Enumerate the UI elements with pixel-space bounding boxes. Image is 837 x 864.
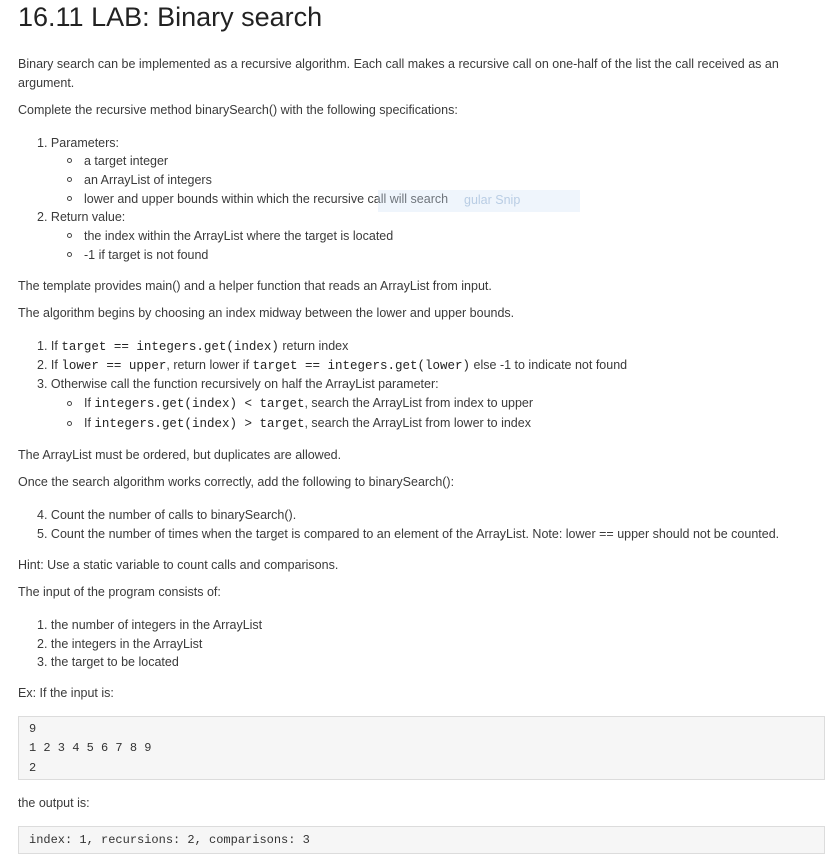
return-item: the index within the ArrayList where the target is located (84, 229, 394, 243)
step-text: , search the ArrayList from lower to index (304, 416, 531, 430)
step-number: 2. (37, 358, 48, 372)
inline-code: target == integers.get(lower) (252, 359, 471, 373)
step-number: 3. (37, 377, 48, 391)
param-item: a target integer (84, 154, 169, 168)
example-output-block (18, 826, 825, 854)
step-item (37, 375, 439, 393)
rectangular-snip-overlay (378, 190, 580, 212)
spec-label: Return value: (50, 210, 126, 224)
code-line: 1 2 3 4 5 6 7 8 9 (29, 741, 152, 755)
bullet-icon (67, 252, 72, 257)
step-text: the target to be located (50, 655, 179, 669)
bullet-icon (67, 401, 72, 406)
step-text: If (50, 358, 62, 372)
spec-number: 2. (37, 210, 48, 224)
code-line: index: 1, recursions: 2, comparisons: 3 (29, 833, 310, 847)
bullet-icon (67, 177, 72, 182)
spec-number: 1. (37, 136, 48, 150)
template-paragraph: The template provides main() and a helper function that reads an ArrayList from input. (18, 279, 492, 293)
spec-label: Parameters: (50, 136, 120, 150)
bullet-icon (67, 196, 72, 201)
step-item (37, 337, 348, 356)
extra-item (37, 525, 779, 543)
step-number: 1. (37, 339, 48, 353)
example-input-block (18, 716, 825, 780)
spec-item-parameters (37, 134, 119, 152)
output-label: the output is: (18, 796, 90, 810)
once-paragraph: Once the search algorithm works correctly, add the following to binarySearch(): (18, 475, 455, 489)
return-item: -1 if target is not found (84, 248, 209, 262)
code-line: 9 (29, 722, 37, 736)
hint-paragraph: Hint: Use a static variable to count calls and comparisons. (18, 558, 339, 572)
step-text: else -1 to indicate not found (470, 358, 628, 372)
step-text: If (84, 396, 95, 410)
step-number: 2. (37, 637, 48, 651)
input-item (37, 635, 202, 653)
inline-code: lower == upper (61, 359, 167, 373)
step-text: return index (278, 339, 349, 353)
code-line: 2 (29, 761, 37, 775)
step-text: , return lower if (166, 358, 253, 372)
snip-label: gular Snip (464, 193, 521, 207)
step-text: If (84, 416, 95, 430)
input-item (37, 616, 262, 634)
step-item (37, 356, 627, 375)
step-text: the number of integers in the ArrayList (50, 618, 263, 632)
step-number: 5. (37, 527, 48, 541)
param-item: an ArrayList of integers (84, 173, 212, 187)
input-item (37, 653, 179, 671)
bullet-icon (67, 233, 72, 238)
inline-code: integers.get(index) < target (94, 397, 305, 411)
step-text: the integers in the ArrayList (50, 637, 203, 651)
step-text: , search the ArrayList from index to upper (304, 396, 534, 410)
ordered-paragraph: The ArrayList must be ordered, but duplicates are allowed. (18, 448, 342, 462)
step-number: 4. (37, 508, 48, 522)
complete-instruction: Complete the recursive method binarySearch() with the following specifications: (18, 103, 458, 117)
step-number: 1. (37, 618, 48, 632)
example-label: Ex: If the input is: (18, 686, 114, 700)
step-number: 3. (37, 655, 48, 669)
bullet-icon (67, 158, 72, 163)
inline-code: integers.get(index) > target (94, 417, 305, 431)
intro-paragraph: Binary search can be implemented as a recursive algorithm. Each call makes a recursive call on one-half of the list the call received as an argument. (18, 57, 779, 90)
substep-item (84, 394, 533, 413)
algorithm-paragraph: The algorithm begins by choosing an index midway between the lower and upper bounds. (18, 306, 515, 320)
bullet-icon (67, 421, 72, 426)
extra-item (37, 506, 296, 524)
spec-item-return (37, 208, 125, 226)
param-item: lower and upper bounds within which the recursive call will search (84, 192, 449, 206)
inline-code: target == integers.get(index) (61, 340, 279, 354)
input-description: The input of the program consists of: (18, 585, 221, 599)
step-text: Count the number of calls to binarySearch(). (50, 508, 297, 522)
step-text: Count the number of times when the target is compared to an element of the ArrayList. Note: lower == upper should not be counted. (50, 527, 780, 541)
page-title: 16.11 LAB: Binary search (18, 2, 323, 32)
step-text: Otherwise call the function recursively on half the ArrayList parameter: (50, 377, 439, 391)
substep-item (84, 414, 531, 433)
step-text: If (50, 339, 62, 353)
